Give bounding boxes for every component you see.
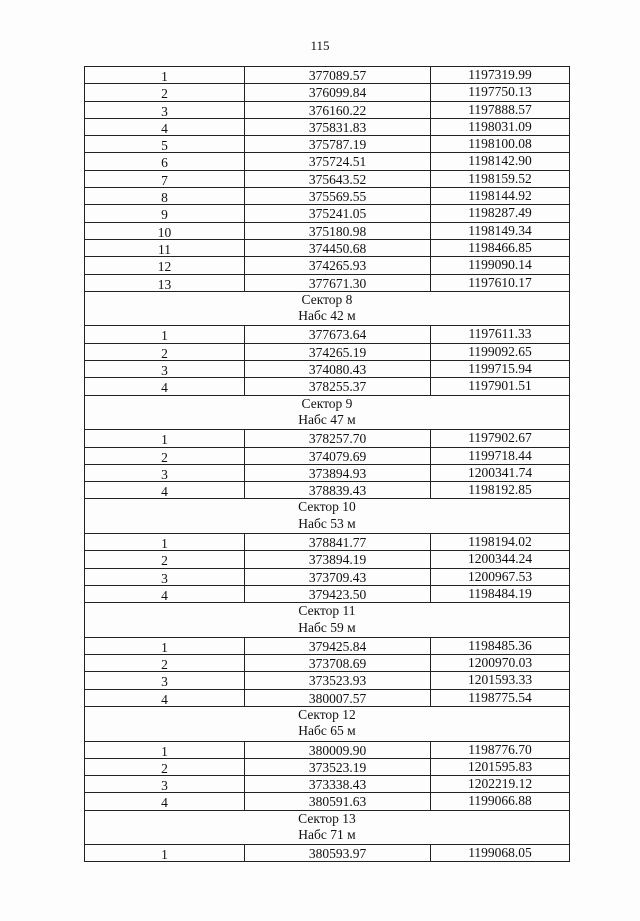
point-number: 11 [85,240,245,256]
table-row [84,187,570,204]
table-row [84,550,570,567]
point-number: 4 [85,690,245,706]
table-row [84,66,570,83]
table-row [84,118,570,135]
sector-title: Сектор 13 [298,810,356,826]
point-number: 4 [85,586,245,602]
x-coordinate: 373894.19 [245,551,431,567]
sector-header-row [84,395,570,430]
y-coordinate: 1199092.65 [468,343,532,359]
point-number: 3 [85,361,245,377]
x-coordinate: 374265.19 [245,344,431,360]
point-number: 2 [85,551,245,567]
sector-height: Набс 71 м [298,827,356,843]
x-coordinate: 375787.19 [245,136,431,152]
y-coordinate: 1198287.49 [468,205,532,221]
y-coordinate: 1199718.44 [468,447,532,463]
table-row [84,637,570,654]
point-number: 4 [85,482,245,498]
y-coordinate: 1197610.17 [468,274,532,290]
table-row [84,343,570,360]
y-coordinate: 1198142.90 [468,153,532,169]
x-coordinate: 376160.22 [245,102,431,118]
coordinates-table [84,66,570,862]
point-number: 3 [85,672,245,688]
point-number: 13 [85,275,245,291]
point-number: 8 [85,188,245,204]
y-coordinate: 1199068.05 [468,845,532,861]
point-number: 4 [85,793,245,809]
table-row [84,239,570,256]
x-coordinate: 373894.93 [245,465,431,481]
x-coordinate: 374450.68 [245,240,431,256]
y-coordinate: 1198192.85 [468,482,532,498]
y-coordinate: 1200344.24 [467,551,533,567]
table-row [84,689,570,706]
sector-title: Сектор 11 [298,603,356,619]
x-coordinate: 374080.43 [245,361,431,377]
sector-height: Набс 53 м [298,515,356,531]
point-number: 2 [85,759,245,775]
sector-title: Сектор 8 [301,291,353,307]
y-coordinate: 1198100.08 [468,136,532,152]
y-coordinate: 1200341.74 [467,464,533,480]
point-number: 1 [85,742,245,758]
x-coordinate: 373709.43 [245,569,431,585]
point-number: 3 [85,102,245,118]
point-number: 4 [85,378,245,394]
sector-header-row [84,498,570,533]
x-coordinate: 379423.50 [245,586,431,602]
x-coordinate: 380593.97 [245,845,431,860]
table-row [84,741,570,758]
point-number: 6 [85,153,245,169]
sector-height: Набс 47 м [298,412,356,428]
point-number: 3 [85,465,245,481]
x-coordinate: 378257.70 [245,430,431,446]
table-row [84,377,570,394]
point-number: 1 [85,430,245,446]
point-number: 1 [85,638,245,654]
table-row [84,568,570,585]
y-coordinate: 1199715.94 [468,361,532,377]
point-number: 2 [85,655,245,671]
point-number: 2 [85,448,245,464]
x-coordinate: 375724.51 [245,153,431,169]
x-coordinate: 377089.57 [245,67,431,83]
point-number: 4 [85,119,245,135]
table-row [84,135,570,152]
y-coordinate: 1198484.19 [468,585,532,601]
y-coordinate: 1198149.34 [468,222,532,238]
x-coordinate: 377673.64 [245,326,431,342]
x-coordinate: 373523.93 [245,672,431,688]
x-coordinate: 375569.55 [245,188,431,204]
table-row [84,429,570,446]
point-number: 1 [85,534,245,550]
x-coordinate: 380009.90 [245,742,431,758]
table-row [84,101,570,118]
point-number: 5 [85,136,245,152]
table-row [84,83,570,100]
table-row [84,844,570,861]
point-number: 1 [85,845,245,860]
sector-header-row [84,602,570,637]
y-coordinate: 1198159.52 [468,170,532,186]
x-coordinate: 380591.63 [245,793,431,809]
table-row [84,464,570,481]
y-coordinate: 1198776.70 [468,741,532,757]
x-coordinate: 378841.77 [245,534,431,550]
y-coordinate: 1197750.13 [468,84,532,100]
x-coordinate: 373523.19 [245,759,431,775]
y-coordinate: 1198466.85 [468,239,532,255]
table-row [84,360,570,377]
y-coordinate: 1199066.88 [468,793,532,809]
point-number: 9 [85,205,245,221]
y-coordinate: 1197901.51 [468,378,532,394]
y-coordinate: 1198775.54 [468,689,532,705]
sector-header-row [84,810,570,845]
table-row [84,481,570,498]
sector-height: Набс 42 м [298,308,356,324]
table-row [84,671,570,688]
table-row [84,204,570,221]
y-coordinate: 1197888.57 [468,101,532,117]
sector-title: Сектор 12 [298,706,356,722]
table-row [84,222,570,239]
table-row [84,792,570,809]
y-coordinate: 1197611.33 [468,326,532,342]
x-coordinate: 375180.98 [245,223,431,239]
table-row [84,152,570,169]
table-row [84,654,570,671]
sector-height: Набс 59 м [298,619,356,635]
sector-header-row [84,291,570,326]
sector-header-row [84,706,570,741]
table-row [84,325,570,342]
table-row [84,533,570,550]
y-coordinate: 1201593.33 [467,672,533,688]
y-coordinate: 1198485.36 [468,637,532,653]
point-number: 3 [85,569,245,585]
y-coordinate: 1201595.83 [467,758,533,774]
table-row [84,274,570,291]
point-number: 2 [85,84,245,100]
x-coordinate: 375643.52 [245,171,431,187]
x-coordinate: 374079.69 [245,448,431,464]
point-number: 10 [85,223,245,239]
x-coordinate: 378839.43 [245,482,431,498]
point-number: 7 [85,171,245,187]
page-number: 115 [310,38,330,53]
x-coordinate: 377671.30 [245,275,431,291]
table-row [84,585,570,602]
x-coordinate: 378255.37 [245,378,431,394]
x-coordinate: 380007.57 [245,690,431,706]
table-row [84,447,570,464]
sector-height: Набс 65 м [298,723,356,739]
point-number: 1 [85,326,245,342]
x-coordinate: 373708.69 [245,655,431,671]
table-row [84,775,570,792]
sector-title: Сектор 10 [298,499,356,515]
x-coordinate: 379425.84 [245,638,431,654]
point-number: 12 [85,257,245,273]
y-coordinate: 1200967.53 [467,568,533,584]
y-coordinate: 1202219.12 [467,776,533,792]
point-number: 1 [85,67,245,83]
x-coordinate: 376099.84 [245,84,431,100]
table-row [84,170,570,187]
table-row [84,256,570,273]
y-coordinate: 1197902.67 [468,430,532,446]
x-coordinate: 375831.83 [245,119,431,135]
point-number: 3 [85,776,245,792]
y-coordinate: 1198194.02 [468,534,532,550]
y-coordinate: 1200970.03 [467,655,533,671]
y-coordinate: 1198144.92 [468,188,532,204]
sector-title: Сектор 9 [301,395,353,411]
x-coordinate: 373338.43 [245,776,431,792]
table-row [84,758,570,775]
y-coordinate: 1198031.09 [468,118,532,134]
x-coordinate: 374265.93 [245,257,431,273]
y-coordinate: 1199090.14 [468,257,532,273]
point-number: 2 [85,344,245,360]
x-coordinate: 375241.05 [245,205,431,221]
y-coordinate: 1197319.99 [468,67,532,82]
